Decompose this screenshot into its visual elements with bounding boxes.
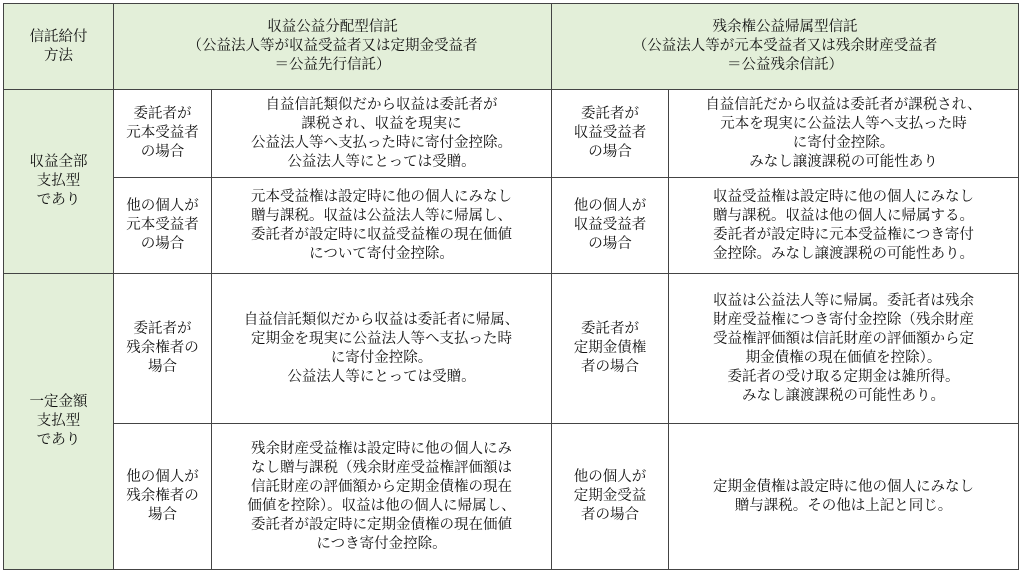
row-text-cell: 残余財産受益権は設定時に他の個人にみ なし贈与課税（残余財産受益権評価額は 信託財産の評価額から定期金債権の現在 価値を控除）。収益は他の個人に帰属し、 委託者が設定時に定期金債権の現在価値 につき寄付金控除。 [212,424,552,570]
row-sub-label: 他の個人が 元本受益者 の場合 [114,178,212,274]
row-sub-label: 他の個人が 定期金受益 者の場合 [552,424,669,570]
table-row [4,274,1019,424]
row-sub-label: 他の個人が 残余権者の 場合 [114,424,212,570]
row-text-cell: 自益信託類似だから収益は委託者に帰属、 定期金を現実に公益法人等へ支払った時 に寄付金控除。 公益法人等にとっては受贈。 [212,274,552,424]
row-sub-label: 他の個人が 収益受益者 の場合 [552,178,669,274]
row-text-cell: 定期金債権は設定時に他の個人にみなし 贈与課税。その他は上記と同じ。 [669,424,1019,570]
group-label-full-income: 収益全部 支払型 であり [4,90,114,274]
row-sub-label: 委託者が 収益受益者 の場合 [552,90,669,178]
header-income-charitable-trust: 収益公益分配型信託 （公益法人等が収益受益者又は定期金受益者 ＝公益先行信託） [114,4,552,90]
table-row [4,178,1019,274]
row-text-cell: 元本受益権は設定時に他の個人にみなし 贈与課税。収益は公益法人等に帰属し、 委託者が設定時に収益受益権の現在価値 について寄付金控除。 [212,178,552,274]
trust-tax-table [3,3,1019,570]
row-sub-label: 委託者が 元本受益者 の場合 [114,90,212,178]
table-row [4,424,1019,570]
row-sub-label: 委託者が 定期金債権 者の場合 [552,274,669,424]
group-label-fixed-amount: 一定金額 支払型 であり [4,274,114,570]
table-row [4,90,1019,178]
row-text-cell: 収益は公益法人等に帰属。委託者は残余 財産受益権につき寄付金控除（残余財産 受益権評価額は信託財産の評価額から定 期金債権の現在価値を控除）。 委託者の受け取る定期金は雑所得。 みなし譲渡課税の可能性あり。 [669,274,1019,424]
header-row [4,4,1019,90]
header-remainder-charitable-trust: 残余権公益帰属型信託 （公益法人等が元本受益者又は残余財産受益者 ＝公益残余信託） [552,4,1019,90]
header-corner-cell: 信託給付 方法 [4,4,114,90]
row-text-cell: 自益信託だから収益は委託者が課税され、 元本を現実に公益法人等へ支払った時 に寄付金控除。 みなし譲渡課税の可能性あり [669,90,1019,178]
row-sub-label: 委託者が 残余権者の 場合 [114,274,212,424]
row-text-cell: 収益受益権は設定時に他の個人にみなし 贈与課税。収益は他の個人に帰属する。 委託者が設定時に元本受益権につき寄付 金控除。みなし譲渡課税の可能性あり。 [669,178,1019,274]
row-text-cell: 自益信託類似だから収益は委託者が 課税され、収益を現実に 公益法人等へ支払った時に寄付金控除。 公益法人等にとっては受贈。 [212,90,552,178]
